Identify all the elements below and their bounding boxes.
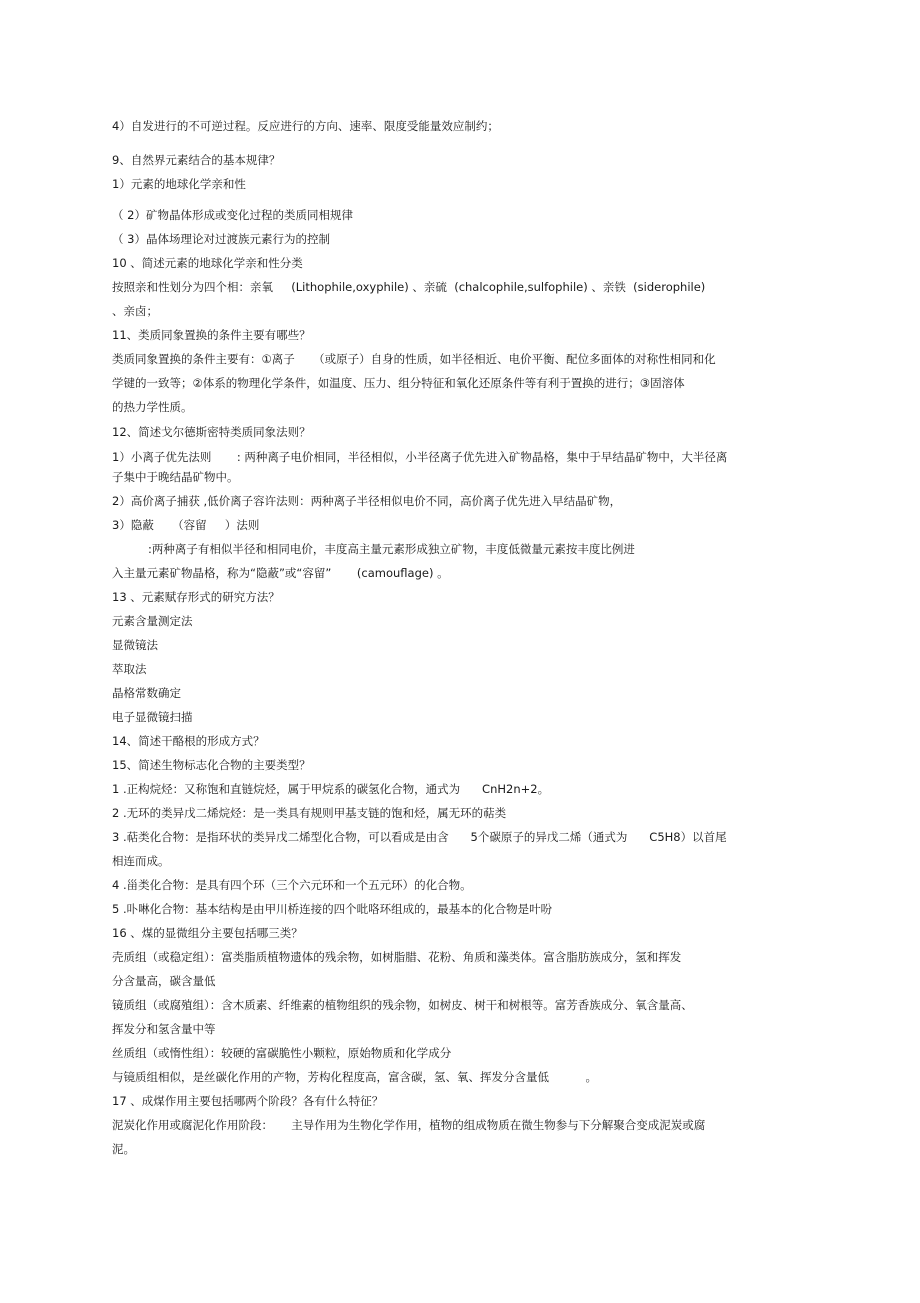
text-line: 与镜质组相似，是丝碳化作用的产物，芳构化程度高，富含碳，氢、氧、挥发分含量低 。 xyxy=(112,1070,598,1084)
text-line: 5 .卟啉化合物：基本结构是由甲川桥连接的四个吡咯环组成的，最基本的化合物是叶吩 xyxy=(112,902,553,916)
text-line: 入主量元素矿物晶格，称为“隐蔽”或“容留” (camouflage) 。 xyxy=(112,566,449,580)
text-line: 1）小离子优先法则 : 两种离子电价相同，半径相似，小半径离子优先进入矿物晶格，集中于早结晶矿物中，大半径离 xyxy=(112,450,728,464)
text-line: 子集中于晚结晶矿物中。 xyxy=(112,470,239,484)
text-line: （ 3）晶体场理论对过渡族元素行为的控制 xyxy=(112,232,330,246)
text-line: :两种离子有相似半径和相同电价，丰度高主量元素形成独立矿物，丰度低微量元素按丰度比例进 xyxy=(148,542,635,556)
text-line: 12、简述戈尔德斯密特类质同象法则？ xyxy=(112,425,311,439)
text-line: 11、类质同象置换的条件主要有哪些？ xyxy=(112,328,311,342)
text-line: 1 .正构烷烃：又称饱和直链烷烃，属于甲烷系的碳氢化合物，通式为 CnH2n+2。 xyxy=(112,782,550,796)
text-line: 元素含量测定法 xyxy=(112,614,193,628)
text-line: （ 2）矿物晶体形成或变化过程的类质同相规律 xyxy=(112,208,353,222)
text-line: 显微镜法 xyxy=(112,638,158,652)
text-line: 镜质组（或腐殖组）：含木质素、纤维素的植物组织的残余物，如树皮、树干和树根等。富芳香族成分、氧含量高、 xyxy=(112,998,693,1012)
text-line: 14、简述干酪根的形成方式？ xyxy=(112,734,265,748)
text-line: 3 .萜类化合物：是指环状的类异戊二烯型化合物，可以看成是由含 5个碳原子的异戊二烯（通式为 C5H8）以首尾 xyxy=(112,830,727,844)
text-line: 2）高价离子捕获 ,低价离子容许法则：两种离子半径相似电价不同，高价离子优先进入早结晶矿物， xyxy=(112,494,622,508)
text-line: 按照亲和性划分为四个相：亲氧 (Lithophile,oxyphile) 、亲硫 (chalcophile,sulfophile) 、亲铁 (siderophile) xyxy=(112,280,706,294)
text-line: 9、自然界元素结合的基本规律？ xyxy=(112,153,281,167)
text-line: 分含量高，碳含量低 xyxy=(112,974,216,988)
text-line: 类质同象置换的条件主要有：①离子 （或原子）自身的性质，如半径相近、电价平衡、配位多面体的对称性相同和化 xyxy=(112,352,716,366)
text-line: 13 、元素赋存形式的研究方法？ xyxy=(112,590,280,604)
text-line: 电子显微镜扫描 xyxy=(112,710,193,724)
text-line: 挥发分和氢含量中等 xyxy=(112,1022,216,1036)
text-line: 学键的一致等；②体系的物理化学条件，如温度、压力、组分特征和氧化还原条件等有利于置换的进行；③固溶体 xyxy=(112,376,685,390)
text-line: 丝质组（或惰性组）：较硬的富碳脆性小颗粒，原始物质和化学成分 xyxy=(112,1046,452,1060)
text-line: 、亲卤； xyxy=(112,304,158,318)
text-line: 泥炭化作用或腐泥化作用阶段： 主导作用为生物化学作用，植物的组成物质在微生物参与下分解聚合变成泥炭或腐 xyxy=(112,1118,706,1132)
text-line: 4 .甾类化合物：是具有四个环（三个六元环和一个五元环）的化合物。 xyxy=(112,878,472,892)
text-line: 泥。 xyxy=(112,1142,135,1156)
text-line: 3）隐蔽 （容留 ）法则 xyxy=(112,518,260,532)
text-line: 16 、煤的显微组分主要包括哪三类？ xyxy=(112,926,303,940)
text-line: 2 .无环的类异戊二烯烷烃：是一类具有规则甲基支链的饱和烃，属无环的萜类 xyxy=(112,806,507,820)
text-line: 1）元素的地球化学亲和性 xyxy=(112,177,246,191)
text-line: 17 、成煤作用主要包括哪两个阶段？各有什么特征？ xyxy=(112,1094,384,1108)
text-line: 10 、简述元素的地球化学亲和性分类 xyxy=(112,256,303,270)
text-line: 晶格常数确定 xyxy=(112,686,181,700)
text-line: 的热力学性质。 xyxy=(112,400,193,414)
text-line: 15、简述生物标志化合物的主要类型？ xyxy=(112,758,311,772)
text-line: 萃取法 xyxy=(112,662,147,676)
text-line: 相连而成。 xyxy=(112,854,170,868)
text-line: 4）自发进行的不可逆过程。反应进行的方向、速率、限度受能量效应制约； xyxy=(112,119,499,133)
text-line: 壳质组（或稳定组）：富类脂质植物遗体的残余物，如树脂腊、花粉、角质和藻类体。富含脂肪族成分，氢和挥发 xyxy=(112,950,682,964)
